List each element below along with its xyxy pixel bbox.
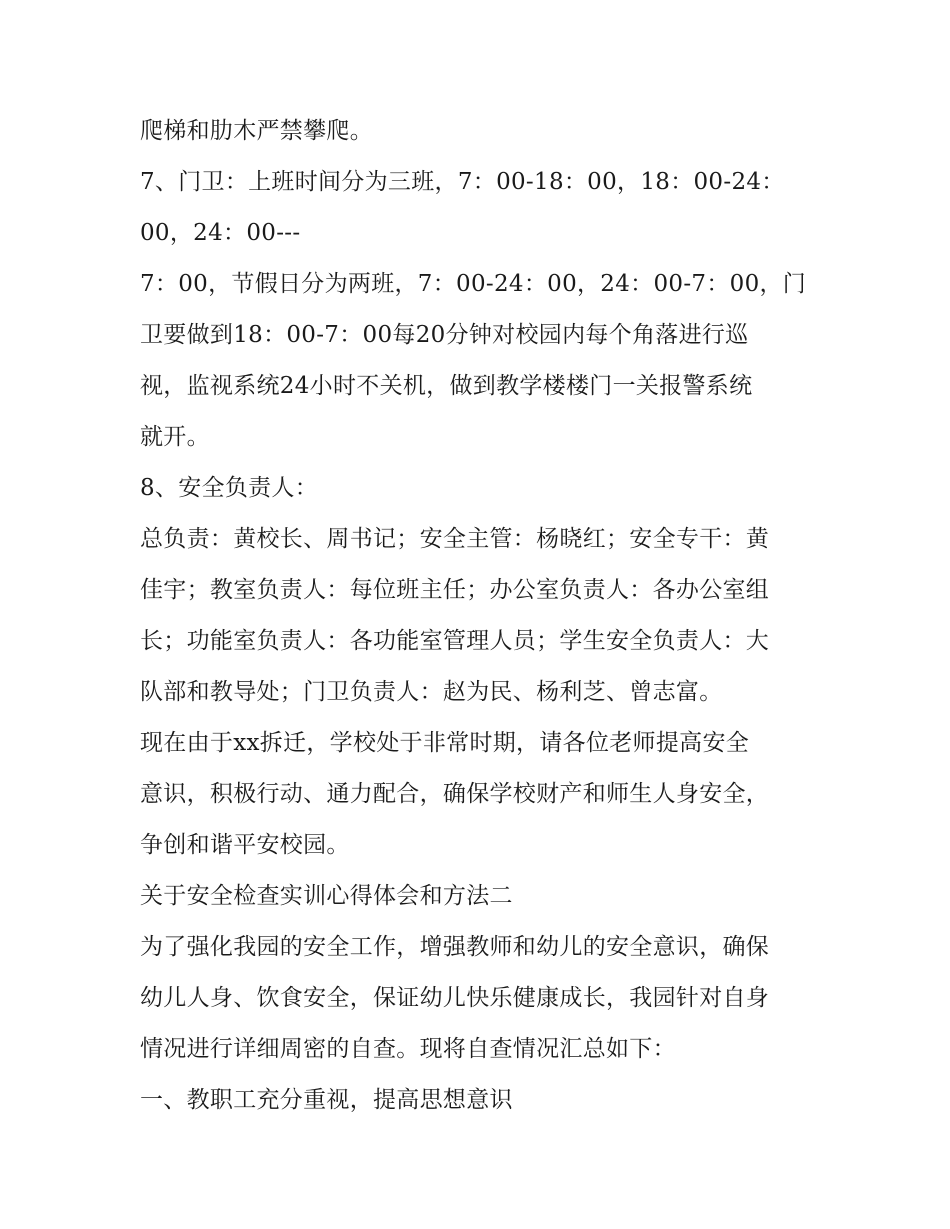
text-line: 队部和教导处；门卫负责人：赵为民、杨利芝、曾志富。 (140, 679, 723, 705)
text-line: 视，监视系统24小时不关机，做到教学楼楼门一关报警系统 (140, 373, 753, 399)
text-line: 8、安全负责人： (140, 475, 319, 501)
text-line: 就开。 (140, 424, 210, 450)
document-body (140, 106, 820, 1126)
text-line: 现在由于xx拆迁，学校处于非常时期，请各位老师提高安全 (140, 730, 750, 756)
text-line: 爬梯和肋木严禁攀爬。 (140, 118, 373, 144)
text-line: 7：00，节假日分为两班，7：00-24：00，24：00-7：00，门 (140, 271, 807, 297)
text-line: 情况进行详细周密的自查。现将自查情况汇总如下： (140, 1036, 676, 1062)
text-line: 幼儿人身、饮食安全，保证幼儿快乐健康成长，我园针对自身 (140, 985, 770, 1011)
text-line: 意识，积极行动、通力配合，确保学校财产和师生人身安全， (140, 781, 770, 807)
subsection-heading: 一、教职工充分重视，提高思想意识 (140, 1087, 513, 1113)
text-line: 佳宇；教室负责人：每位班主任；办公室负责人：各办公室组 (140, 577, 770, 603)
section-heading: 关于安全检查实训心得体会和方法二 (140, 883, 513, 909)
text-line: 长；功能室负责人：各功能室管理人员；学生安全负责人：大 (140, 628, 770, 654)
text-line: 7、门卫：上班时间分为三班，7：00-18：00，18：00-24： (140, 169, 785, 195)
text-line: 总负责：黄校长、周书记；安全主管：杨晓红；安全专干：黄 (140, 526, 770, 552)
text-line: 为了强化我园的安全工作，增强教师和幼儿的安全意识，确保 (140, 934, 770, 960)
text-line: 00，24：00--- (140, 220, 301, 246)
text-line: 卫要做到18：00-7：00每20分钟对校园内每个角落进行巡 (140, 322, 749, 348)
text-line: 争创和谐平安校园。 (140, 832, 350, 858)
